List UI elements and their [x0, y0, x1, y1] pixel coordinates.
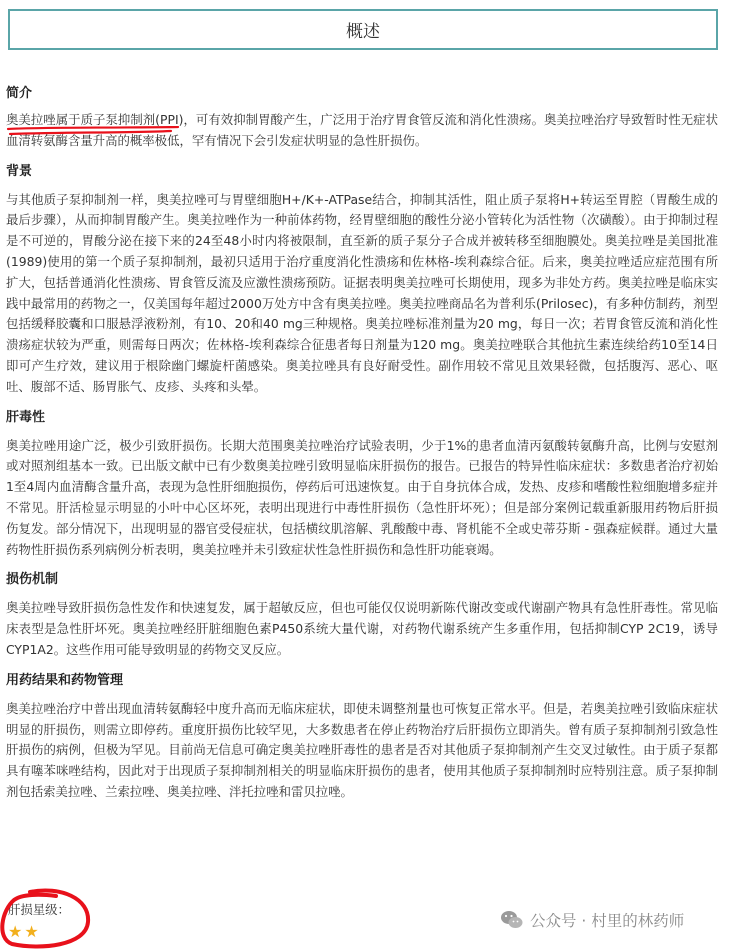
star-icon: ★ — [24, 922, 39, 941]
section-text-background: 与其他质子泵抑制剂一样，奥美拉唑可与胃壁细胞H+/K+-ATPase结合，抑制其活性，阻止质子泵将H+转运至胃腔（胃酸生成的最后步骤），从而抑制胃酸产生。奥美拉唑作为一种前体药物，经胃壁细胞的酸性分泌小管转化为活性物（次磺酸）。由于抑制过程是不可逆的，胃酸分泌在接下来的24至48小时内将被限制，直至新的质子泵分子合成并被转移至细胞膜处。奥美拉唑是美国批准(1989)使用的第一个质子泵抑制剂，最初只适用于治疗重度消化性溃疡和佐林格-埃利森综合征。后来，奥美拉唑适应症范围有所扩大，包括普通消化性溃疡、胃食管反流及应激性溃疡预防。证据表明奥美拉唑可长期使用，现多为非处方药。奥美拉唑是临床实践中最常用的药物之一，仅美国每年超过2000万处方中含有奥美拉唑。奥美拉唑商品名为普利乐(Prilosec)，有多种仿制药，剂型包括缓释胶囊和口服悬浮液粉剂，有10、20和40 mg三种规格。奥美拉唑标准剂量为20 mg，每日一次；若胃食管反流和消化性溃疡症状较为严重，则需每日两次；佐林格-埃利森综合征患者每日剂量为120 mg。奥美拉唑联合其他抗生素连续给药10至14日即可产生疗效，建议用于根除幽门螺旋杆菌感染。奥美拉唑具有良好耐受性。副作用较不常见且效果轻微，包括腹泻、恶心、呕吐、腹部不适、肠胃胀气、皮疹、头疼和头晕。 — [6, 191, 718, 394]
red-underline-annotation — [6, 126, 180, 136]
section-text-mechanism: 奥美拉唑导致肝损伤急性发作和快速复发，属于超敏反应，但也可能仅仅说明新陈代谢改变或代谢副产物具有急性肝毒性。常见临床表型是急性肝坏死。奥美拉唑经肝脏细胞色素P450系统大量代谢，对药物代谢系统产生多重作用，包括抑制CYP 2C19，诱导CYP1A2。这些作用可能导致明显的药物交叉反应。 — [6, 600, 718, 657]
section-heading-outcome: 用药结果和药物管理 — [6, 672, 124, 688]
section-text-outcome: 奥美拉唑治疗中普出现血清转氨酶轻中度升高而无临床症状，即使未调整剂量也可恢复正常水平。但是，若奥美拉唑引致临床症状明显的肝损伤，则需立即停药。重度肝损伤比较罕见，大多数患者在停止药物治疗后肝损伤立即消失。曾有质子泵抑制剂引致急性肝损伤的病例，但极为罕见。目前尚无信息可确定奥美拉唑肝毒性的患者是否对其他质子泵抑制剂产生交叉过敏性。由于质子泵都具有噻苯咪唑结构，因此对于出现质子泵抑制剂相关的明显临床肝损伤的患者，使用其他质子泵抑制剂时应特别注意。质子泵抑制剂包括索美拉唑、兰索拉唑、奥美拉唑、泮托拉唑和雷贝拉唑。 — [6, 700, 718, 799]
article-body — [6, 78, 718, 803]
red-circle-annotation — [0, 888, 96, 952]
section-heading-mechanism: 损伤机制 — [6, 572, 59, 588]
section-heading-intro: 简介 — [6, 86, 33, 101]
section-text-hepatotoxicity: 奥美拉唑用途广泛，极少引致肝损伤。长期大范围奥美拉唑治疗试验表明，少于1%的患者血清丙氨酸转氨酶升高，比例与安慰剂或对照剂组基本一致。已出版文献中已有少数奥美拉唑引致明显临床肝损伤的报告。已报告的特异性临床症状：多数患者治疗初始1至4周内血清酶含量升高，表现为急性肝细胞损伤，停药后可迅速恢复。由于自身抗体合成，发热、皮疹和嗜酸性粒细胞增多症并不常见。肝活检显示明显的小叶中心区坏死，表明出现进行中毒性肝损伤（急性肝坏死）；但是部分案例记载重新服用药物后肝损伤复发。部分情况下，出现明显的器官受侵症状，包括横纹肌溶解、乳酸酸中毒、肾机能不全或史蒂芬斯 - 强森症候群。通过大量药物性肝损伤系列病例分析表明，奥美拉唑并未引致症状性急性肝损伤和急性肝功能衰竭。 — [6, 437, 718, 557]
overview-title — [8, 9, 718, 50]
watermark-text: 公众号 · 村里的林药师 — [530, 912, 685, 930]
rating-label: 肝损星级： — [8, 902, 70, 917]
wechat-icon — [500, 909, 524, 931]
star-icon: ★ — [8, 922, 23, 941]
section-text-intro: 奥美拉唑属于质子泵抑制剂(PPI)，可有效抑制胃酸产生，广泛用于治疗胃食管反流和消化性溃疡。奥美拉唑治疗导致暂时性无症状血清转氨酶含量升高的概率极低，罕有情况下会引发症状明显的急性肝损伤。 — [6, 112, 718, 148]
section-heading-hepatotoxicity: 肝毒性 — [6, 409, 46, 425]
section-heading-background: 背景 — [6, 163, 33, 179]
page-title: 概述 — [346, 22, 380, 42]
wechat-watermark — [500, 909, 684, 931]
